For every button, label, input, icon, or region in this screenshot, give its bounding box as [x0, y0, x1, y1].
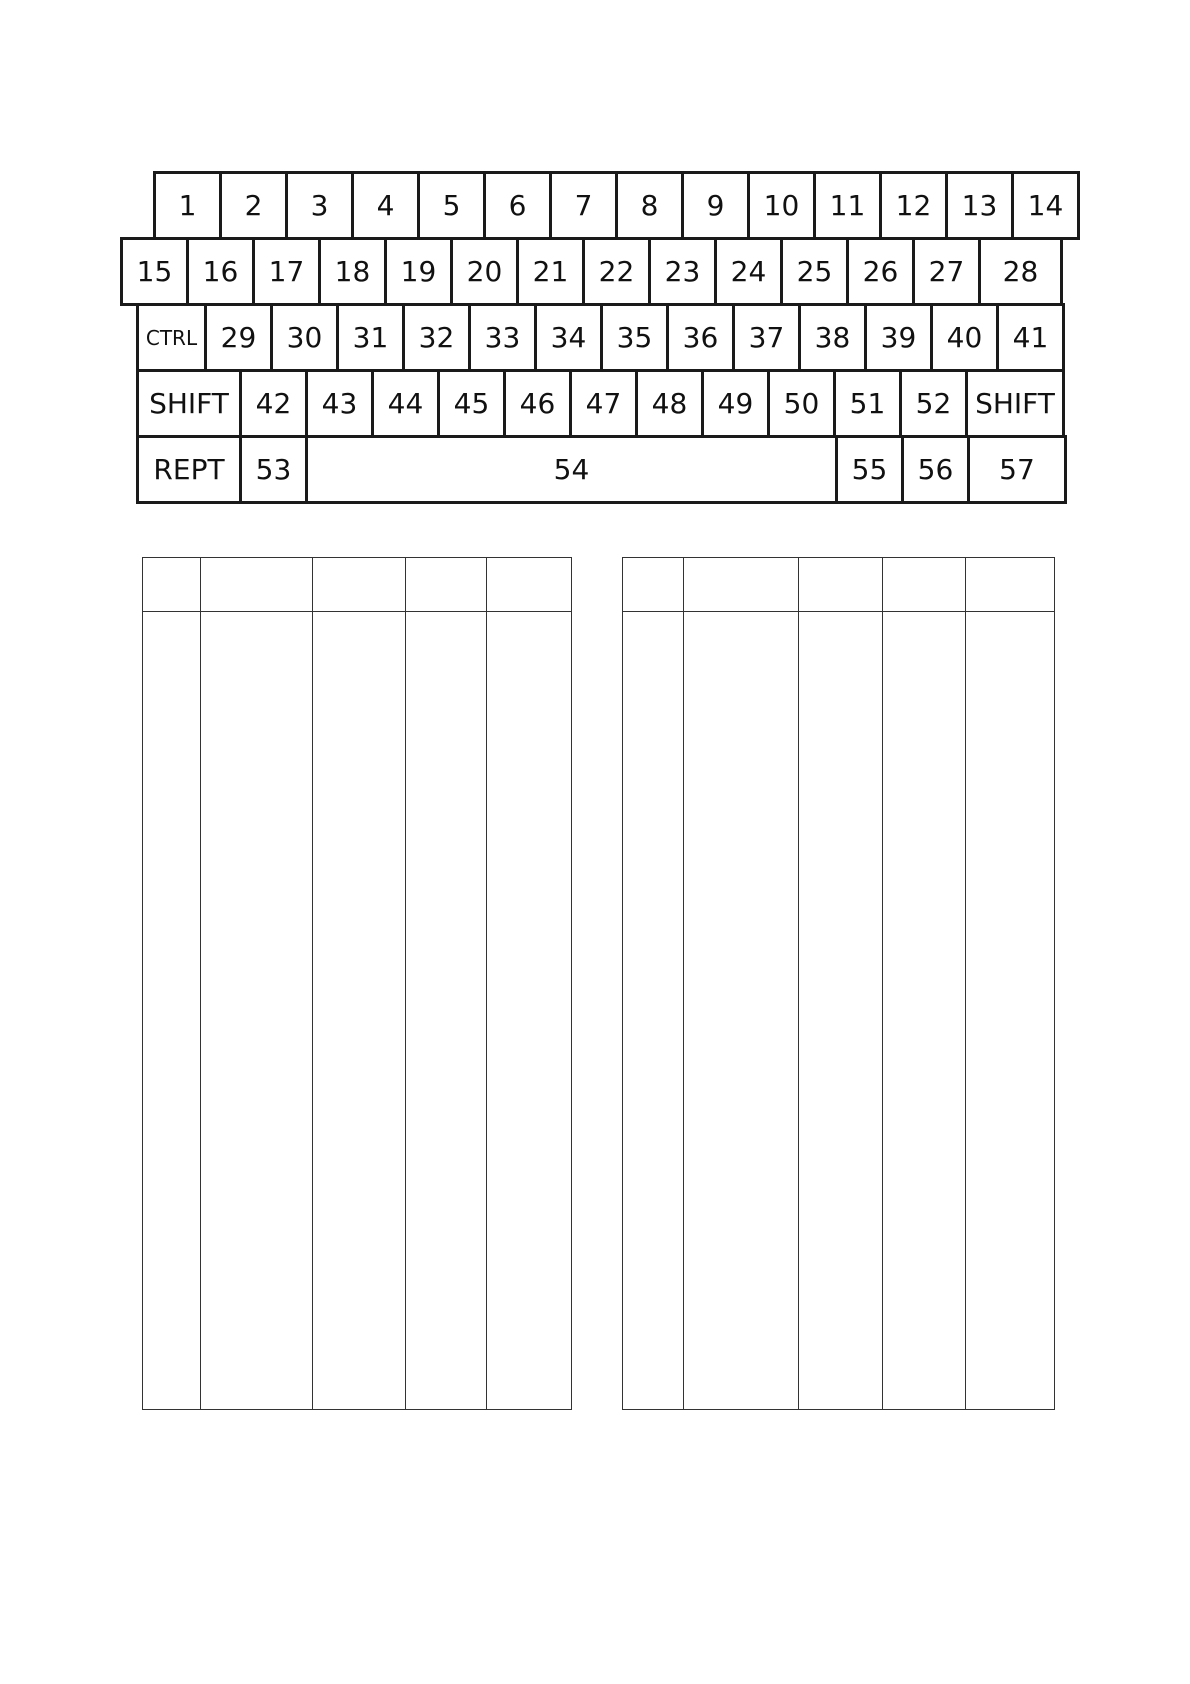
key-38: 38: [798, 303, 867, 372]
key-41: 41: [996, 303, 1065, 372]
key-4: 4: [351, 171, 420, 240]
key-22: 22: [582, 237, 651, 306]
column-divider: [965, 558, 966, 1409]
column-divider: [405, 558, 406, 1409]
key-23: 23: [648, 237, 717, 306]
key-30: 30: [270, 303, 339, 372]
key-51: 51: [833, 369, 902, 438]
key-6: 6: [483, 171, 552, 240]
key-31: 31: [336, 303, 405, 372]
column-divider: [486, 558, 487, 1409]
key-13: 13: [945, 171, 1014, 240]
column-divider: [200, 558, 201, 1409]
key-27: 27: [912, 237, 981, 306]
key-shift: SHIFT: [965, 369, 1065, 438]
key-43: 43: [305, 369, 374, 438]
key-3: 3: [285, 171, 354, 240]
key-46: 46: [503, 369, 572, 438]
key-18: 18: [318, 237, 387, 306]
key-9: 9: [681, 171, 750, 240]
key-28: 28: [978, 237, 1063, 306]
key-54: 54: [305, 435, 838, 504]
key-42: 42: [239, 369, 308, 438]
key-19: 19: [384, 237, 453, 306]
key-16: 16: [186, 237, 255, 306]
key-33: 33: [468, 303, 537, 372]
key-20: 20: [450, 237, 519, 306]
key-26: 26: [846, 237, 915, 306]
key-45: 45: [437, 369, 506, 438]
key-14: 14: [1011, 171, 1080, 240]
key-35: 35: [600, 303, 669, 372]
key-rept: REPT: [136, 435, 242, 504]
key-57: 57: [967, 435, 1067, 504]
key-ctrl: CTRL: [136, 303, 207, 372]
key-2: 2: [219, 171, 288, 240]
key-56: 56: [901, 435, 970, 504]
key-17: 17: [252, 237, 321, 306]
key-25: 25: [780, 237, 849, 306]
right-blank-table: [622, 557, 1055, 1410]
key-7: 7: [549, 171, 618, 240]
key-48: 48: [635, 369, 704, 438]
key-52: 52: [899, 369, 968, 438]
key-49: 49: [701, 369, 770, 438]
column-divider: [312, 558, 313, 1409]
key-50: 50: [767, 369, 836, 438]
column-divider: [683, 558, 684, 1409]
column-divider: [882, 558, 883, 1409]
key-21: 21: [516, 237, 585, 306]
key-1: 1: [153, 171, 222, 240]
key-32: 32: [402, 303, 471, 372]
table-header-divider: [143, 611, 571, 612]
key-55: 55: [835, 435, 904, 504]
table-header-divider: [623, 611, 1054, 612]
key-15: 15: [120, 237, 189, 306]
key-53: 53: [239, 435, 308, 504]
key-44: 44: [371, 369, 440, 438]
key-8: 8: [615, 171, 684, 240]
key-11: 11: [813, 171, 882, 240]
column-divider: [798, 558, 799, 1409]
key-34: 34: [534, 303, 603, 372]
key-12: 12: [879, 171, 948, 240]
key-39: 39: [864, 303, 933, 372]
key-10: 10: [747, 171, 816, 240]
key-37: 37: [732, 303, 801, 372]
key-29: 29: [204, 303, 273, 372]
left-blank-table: [142, 557, 572, 1410]
key-36: 36: [666, 303, 735, 372]
key-24: 24: [714, 237, 783, 306]
key-47: 47: [569, 369, 638, 438]
key-40: 40: [930, 303, 999, 372]
key-shift: SHIFT: [136, 369, 242, 438]
key-5: 5: [417, 171, 486, 240]
